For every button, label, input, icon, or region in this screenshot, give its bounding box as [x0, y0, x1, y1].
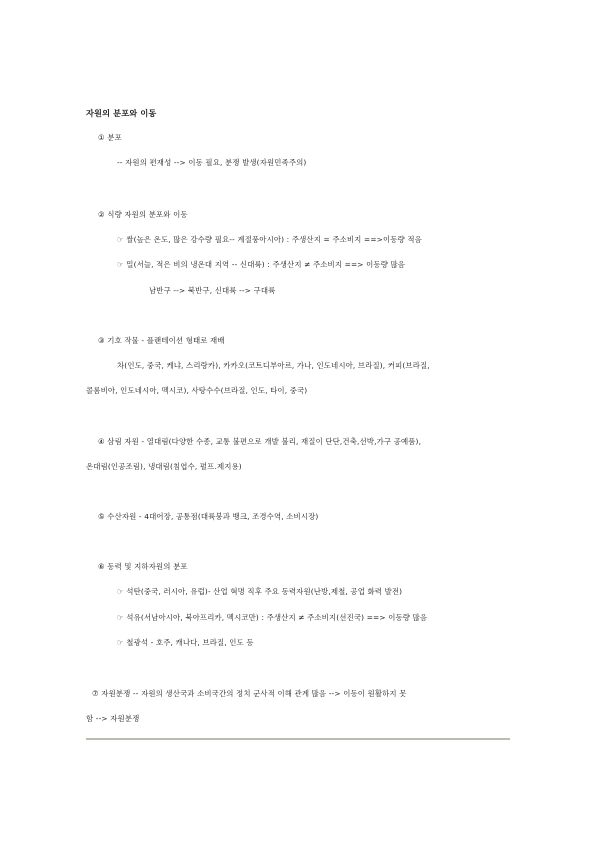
section-6-coal: ☞ 석탄(중국, 러시아, 유럽)- 산업 혁명 직후 주요 동력자원(난방,제철, 공업 화력 발전)	[117, 587, 403, 596]
section-2-rice: ☞ 쌀(높은 온도, 많은 강수량 필요-- 계절풍아시아) : 주생산지 = 주소비지 ==>이동량 적음	[117, 235, 422, 244]
section-6-heading: ⑥ 동력 및 지하자원의 분포	[98, 562, 188, 571]
section-3-text-line-1: 차(인도, 중국, 케냐, 스리랑카), 카카오(코트디부아르, 가나, 인도네시아, 브라질), 커피(브라질,	[117, 361, 430, 370]
section-1-text: -- 자원의 편재성 --> 이동 필요, 분쟁 발생(자원민족주의)	[117, 158, 307, 167]
section-7-text-line-1: ⑦ 자원분쟁 -- 자원의 생산국과 소비국간의 정치 군사적 이해 관계 많음 --> 이동이 원활하지 못	[92, 689, 407, 698]
section-6-oil: ☞ 석유(서남아시아, 북아프리카, 멕시코만) : 주생산지 ≠ 주소비지(선진국) ==> 이동량 많음	[117, 613, 428, 622]
section-3-heading: ③ 기호 작물 - 플랜테이션 형태로 재배	[98, 336, 225, 345]
page-title: 자원의 분포와 이동	[86, 108, 157, 118]
section-4-text-line-1: ④ 삼림 자원 - 열대림(다양한 수종, 교통 불편으로 개발 불리, 재질이 단단,건축,선박,가구 공예품),	[98, 437, 422, 446]
section-2-wheat: ☞ 밀(서늘, 적은 비의 냉온대 지역 -- 신대륙) : 주생산지 ≠ 주소비지 ==> 이동량 많음	[117, 260, 406, 269]
bottom-divider	[86, 738, 510, 740]
section-2-flow: 남반구 --> 북반구, 신대륙 --> 구대륙	[149, 286, 276, 295]
section-7-text-line-2: 함 --> 자원분쟁	[86, 714, 140, 723]
section-6-iron-ore: ☞ 철광석 - 호주, 캐나다, 브라질, 인도 등	[117, 638, 254, 647]
section-5-text: ⑤ 수산자원 - 4대어장, 공통점(대륙붕과 뱅크, 조경수역, 소비시장)	[98, 512, 319, 521]
section-1-heading: ① 분포	[98, 133, 122, 142]
section-2-heading: ② 식량 자원의 분포와 이동	[98, 210, 188, 219]
section-4-text-line-2: 온대림(인공조림), 냉대림(침엽수, 펄프.제지용)	[86, 462, 242, 471]
section-3-text-line-2: 콜롬비아, 인도네시아, 멕시코), 사탕수수(브라질, 인도, 타이, 중국)	[86, 386, 308, 395]
